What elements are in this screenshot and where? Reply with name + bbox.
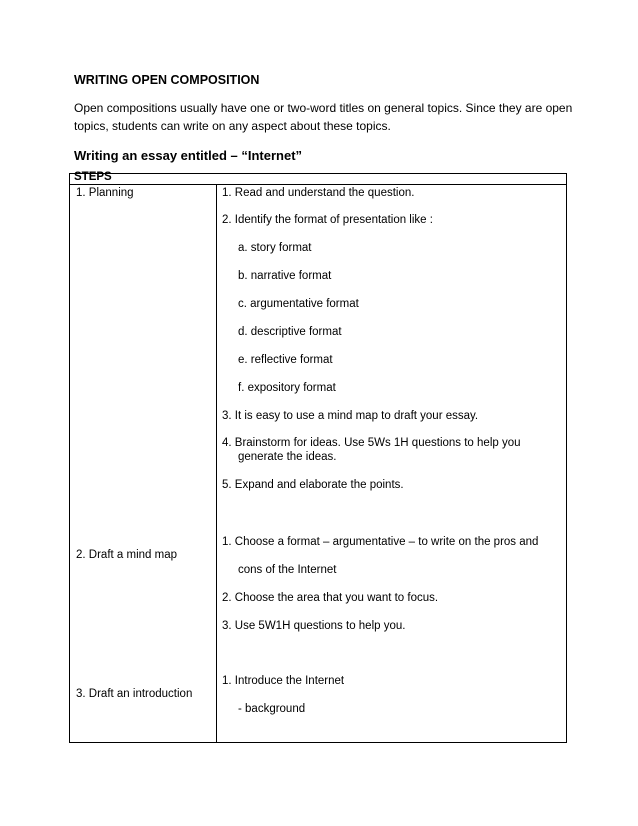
intro-paragraph-line-1: Open compositions usually have one or two-word titles on general topics. Since they are open: [74, 101, 573, 115]
mindmap-item-continuation: cons of the Internet: [238, 564, 337, 576]
planning-item: 5. Expand and elaborate the points.: [222, 479, 404, 491]
intro-paragraph-line-2: topics, students can write on any aspect about these topics.: [74, 119, 391, 133]
mindmap-item: 3. Use 5W1H questions to help you.: [222, 620, 406, 632]
table-header-divider: [70, 184, 566, 185]
planning-item: 2. Identify the format of presentation like :: [222, 214, 433, 226]
mindmap-item: 1. Choose a format – argumentative – to write on the pros and: [222, 536, 539, 548]
document-title: WRITING OPEN COMPOSITION: [74, 73, 260, 87]
step-label-mindmap: 2. Draft a mind map: [76, 549, 177, 561]
planning-format-item: a. story format: [238, 242, 312, 254]
planning-format-item: f. expository format: [238, 382, 336, 394]
step-label-introduction: 3. Draft an introduction: [76, 688, 193, 700]
planning-item-continuation: generate the ideas.: [238, 451, 337, 463]
planning-format-item: b. narrative format: [238, 270, 332, 282]
planning-format-item: c. argumentative format: [238, 298, 359, 310]
essay-subtitle: Writing an essay entitled – “Internet”: [74, 148, 303, 163]
planning-item: 1. Read and understand the question.: [222, 187, 415, 199]
step-label-planning: 1. Planning: [76, 187, 134, 199]
introduction-item: 1. Introduce the Internet: [222, 675, 345, 687]
planning-item: 3. It is easy to use a mind map to draft your essay.: [222, 410, 479, 422]
table-column-divider: [216, 184, 217, 742]
introduction-item-continuation: - background: [238, 703, 306, 715]
planning-item: 4. Brainstorm for ideas. Use 5Ws 1H questions to help you: [222, 437, 521, 449]
planning-format-item: e. reflective format: [238, 354, 333, 366]
table-header-steps: STEPS: [74, 171, 112, 183]
planning-format-item: d. descriptive format: [238, 326, 342, 338]
mindmap-item: 2. Choose the area that you want to focus.: [222, 592, 439, 604]
